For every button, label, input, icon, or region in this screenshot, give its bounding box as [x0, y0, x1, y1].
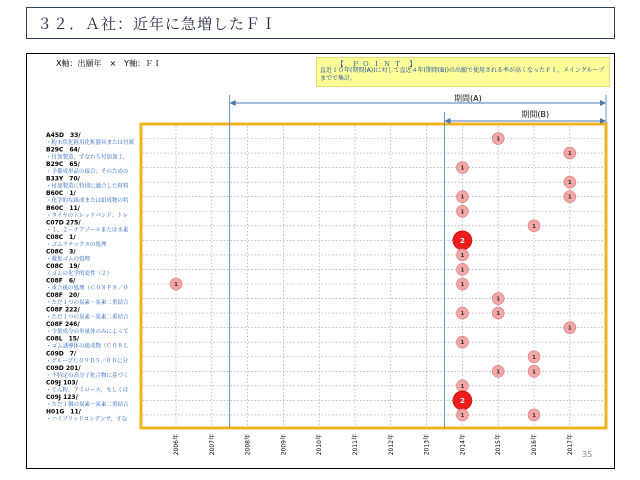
fi-desc-label: ・不特定の高分子化合物に基づく: [46, 372, 129, 379]
bubble-value-label: 1: [460, 412, 465, 419]
bubble-value-label: 1: [532, 412, 536, 419]
bubble-value-label: 1: [496, 311, 501, 318]
fi-code-label: C08C 19/: [46, 262, 80, 270]
bubble-value-label: 1: [460, 209, 465, 216]
point-title: 【 Ｐ Ｏ Ｉ Ｎ Ｔ 】: [337, 60, 417, 68]
fi-desc-label: ・ゴムラテックスの処理: [46, 241, 107, 248]
bubble-value-label: 2: [459, 236, 465, 245]
period-b-label: 期間(B): [521, 110, 550, 119]
x-tick-label: 2006年: [173, 434, 180, 456]
fi-desc-label: ・タイヤのトレッドバンド；トレ: [46, 212, 129, 219]
bubble-value-label: 1: [532, 354, 536, 361]
fi-code-label: C09D 7/: [46, 350, 77, 358]
bubble-value-label: 1: [460, 282, 465, 288]
x-tick-label: 2008年: [244, 434, 252, 456]
fi-desc-label: ・ただ１つの炭素－炭素二重結合: [46, 314, 129, 321]
fi-code-label: C09D 201/: [46, 364, 81, 372]
period-a-arrow-head-left: [230, 100, 236, 106]
fi-desc-label: ・付加製造，すなわち付加加工，: [46, 154, 129, 161]
bubble-value-label: 1: [567, 151, 572, 158]
fi-desc-label: ・１，２－チアゾールまたは水素: [46, 227, 129, 234]
bubble-value-label: 1: [496, 136, 501, 143]
x-tick-label: 2012年: [387, 434, 395, 456]
fi-code-label: C08F 222/: [46, 306, 80, 314]
x-tick-label: 2016年: [531, 434, 538, 456]
x-tick-label: 2017年: [566, 434, 574, 456]
fi-code-label: B29C 65/: [46, 161, 80, 169]
fi-desc-label: ・化学的な組成または組成物の特: [46, 198, 129, 205]
bubble-value-label: 1: [567, 325, 572, 332]
period-a-label: 期間(A): [453, 94, 482, 103]
fi-code-label: B29C 64/: [46, 146, 80, 154]
x-tick-label: 2010年: [316, 434, 324, 456]
fi-code-label: C08F 20/: [46, 292, 80, 300]
fi-code-label: C07D 275/: [46, 219, 81, 227]
axis-caption: X軸：出願年 × Y軸：ＦＩ: [56, 59, 162, 68]
slide-title: ３２．Ａ社：近年に急増したＦＩ: [37, 15, 278, 33]
x-tick-label: 2013年: [423, 434, 431, 456]
bubble-value-label: 1: [496, 369, 501, 376]
fi-desc-label: ・少量成分の単量体のみによって: [46, 329, 129, 336]
point-text: 直近１０年(期間(A))に対して直近４年(期間(B))の出願で使用される率が高くなったＦＩ。メイングループまでで集計。: [320, 67, 605, 82]
fi-code-label: C08C 1/: [46, 233, 76, 241]
highlight-frame: [141, 124, 606, 428]
fi-desc-label: ・ゴムの化学的変性（２）: [46, 270, 113, 277]
x-tick-label: 2014年: [459, 434, 467, 456]
bubble-value-label: 1: [532, 369, 536, 376]
bubble-value-label: 1: [532, 223, 536, 230]
x-tick-label: 2009年: [280, 434, 288, 456]
fi-desc-label: ・付加製造に特別に適合した材料: [46, 183, 129, 190]
fi-code-label: A45D 33/: [46, 132, 81, 139]
fi-desc-label: ・ただ１つの炭素－炭素二重結合: [46, 300, 129, 307]
bubble-value-label: 1: [460, 311, 465, 318]
fi-code-label: C08C 3/: [46, 248, 76, 256]
fi-code-label: B60C 11/: [46, 204, 80, 212]
bubble-value-label: 1: [460, 267, 465, 274]
fi-code-label: C09J 123/: [46, 393, 78, 401]
fi-desc-label: ・粉末状化粧用化粧器具または付属: [46, 140, 135, 146]
fi-desc-label: ・ハイブリッドコンデンサ，すな: [46, 416, 128, 423]
x-tick-label: 2007年: [208, 434, 216, 456]
x-tick-label: 2015年: [495, 434, 503, 456]
bubble-value-label: 1: [567, 194, 572, 201]
period-a-arrow-head-right: [600, 100, 606, 106]
x-tick-label: 2011年: [352, 434, 359, 456]
bubble-value-label: 1: [460, 194, 465, 201]
bubble-value-label: 1: [496, 296, 501, 303]
fi-desc-label: ・予備成形品の接合；そのための: [46, 169, 129, 176]
page-number: 35: [582, 450, 593, 459]
fi-desc-label: ・凝集ゴムの処理: [46, 256, 91, 263]
fi-code-label: H01G 11/: [46, 408, 81, 416]
bubble-value-label: 1: [460, 340, 465, 347]
bubble-value-label: 2: [459, 396, 465, 405]
fi-desc-label: ・重合後の処理（Ｃ０８Ｆ８／０: [46, 285, 129, 292]
bubble-value-label: 1: [460, 165, 465, 172]
fi-desc-label: ・グループＣ０９Ｄ５／００に分: [46, 358, 129, 365]
fi-desc-label: ・ゴム誘導体の組成物（Ｃ０８Ｌ: [46, 343, 129, 350]
fi-code-label: C08F 246/: [46, 321, 80, 329]
fi-code-label: B33Y 70/: [46, 175, 80, 183]
bubble-value-label: 1: [460, 252, 465, 259]
fi-code-label: C08L 15/: [46, 335, 80, 343]
bubble-value-label: 1: [460, 383, 465, 390]
fi-code-label: B60C 1/: [46, 190, 76, 198]
fi-desc-label: ・ただ１個の炭素－炭素二重結合: [46, 401, 129, 408]
fi-code-label: C09J 103/: [46, 379, 78, 387]
fi-desc-label: ・でん粉，アミロース，もしくは: [46, 387, 129, 394]
bubble-value-label: 1: [567, 180, 572, 187]
bubble-value-label: 1: [174, 282, 178, 288]
fi-code-label: C08F 6/: [46, 277, 76, 285]
